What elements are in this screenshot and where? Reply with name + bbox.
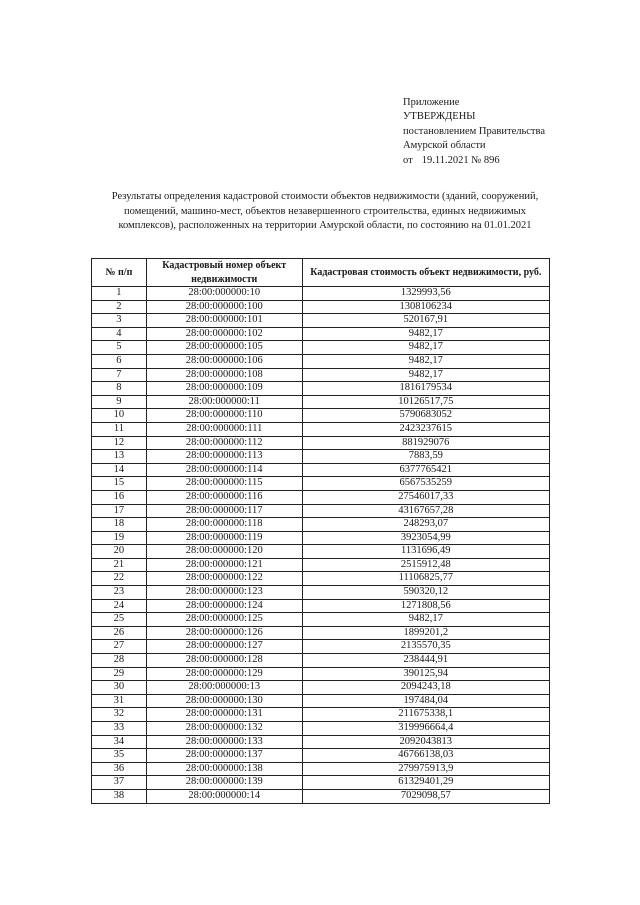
cadastral-value: 2092043813 xyxy=(302,735,549,749)
cadastral-number: 28:00:000000:118 xyxy=(146,518,302,532)
cadastral-value: 248293,07 xyxy=(302,518,549,532)
cadastral-value: 9482,17 xyxy=(302,341,549,355)
table-row xyxy=(92,518,550,532)
approved-label: УТВЕРЖДЕНЫ xyxy=(403,111,476,123)
table-row xyxy=(92,368,550,382)
row-number: 23 xyxy=(92,586,147,600)
row-number: 38 xyxy=(92,789,147,803)
cadastral-value: 279975913,9 xyxy=(302,762,549,776)
cadastral-number: 28:00:000000:14 xyxy=(146,789,302,803)
cadastral-value: 27546017,33 xyxy=(302,490,549,504)
table-row xyxy=(92,382,550,396)
cadastral-value: 9482,17 xyxy=(302,613,549,627)
row-number: 4 xyxy=(92,327,147,341)
table-row xyxy=(92,586,550,600)
cadastral-value: 1816179534 xyxy=(302,382,549,396)
table-body xyxy=(92,287,550,804)
cadastral-number: 28:00:000000:126 xyxy=(146,626,302,640)
date-number: 19.11.2021 № 896 xyxy=(421,154,500,166)
row-number: 7 xyxy=(92,368,147,382)
row-number: 21 xyxy=(92,558,147,572)
row-number: 35 xyxy=(92,749,147,763)
table-row xyxy=(92,436,550,450)
table-row xyxy=(92,314,550,328)
cadastral-value: 2094243,18 xyxy=(302,681,549,695)
region-label: Амурской области xyxy=(403,140,486,152)
cadastral-value: 11106825,77 xyxy=(302,572,549,586)
resolution-date xyxy=(403,154,545,168)
header-cadastral-value: Кадастровая стоимость объект недвижимости, руб. xyxy=(302,259,549,287)
table-row xyxy=(92,749,550,763)
cadastral-value: 881929076 xyxy=(302,436,549,450)
header-cadastral-number: Кадастровый номер объект недвижимости xyxy=(146,259,302,287)
cadastral-number: 28:00:000000:129 xyxy=(146,667,302,681)
title-line-1: Результаты определения кадастровой стоимости объектов недвижимости (зданий, сооружений, xyxy=(111,191,539,202)
table-row xyxy=(92,722,550,736)
cadastral-value: 6377765421 xyxy=(302,463,549,477)
cadastral-number: 28:00:000000:108 xyxy=(146,368,302,382)
resolution-label: постановлением Правительства xyxy=(403,125,546,137)
cadastral-number: 28:00:000000:115 xyxy=(146,477,302,491)
cadastral-value: 390125,94 xyxy=(302,667,549,681)
table-row xyxy=(92,395,550,409)
row-number: 22 xyxy=(92,572,147,586)
row-number: 1 xyxy=(92,287,147,301)
cadastral-value: 7883,59 xyxy=(302,450,549,464)
table-row xyxy=(92,640,550,654)
cadastral-value: 211675338,1 xyxy=(302,708,549,722)
table-row xyxy=(92,422,550,436)
title-line-3: комплексов), расположенных на территории Амурской области, по состоянию на 01.01.2021 xyxy=(118,220,532,231)
document-title xyxy=(100,190,550,234)
table-row xyxy=(92,572,550,586)
table-row xyxy=(92,450,550,464)
cadastral-number: 28:00:000000:130 xyxy=(146,694,302,708)
cadastral-value: 61329401,29 xyxy=(302,776,549,790)
table-row xyxy=(92,300,550,314)
row-number: 14 xyxy=(92,463,147,477)
table-row xyxy=(92,735,550,749)
cadastral-value: 5790683052 xyxy=(302,409,549,423)
cadastral-value: 43167657,28 xyxy=(302,504,549,518)
cadastral-number: 28:00:000000:137 xyxy=(146,749,302,763)
cadastral-value: 1329993,56 xyxy=(302,287,549,301)
cadastral-number: 28:00:000000:128 xyxy=(146,654,302,668)
title-line-2: помещений, машино-мест, объектов незавершенного строительства, единых недвижимых xyxy=(124,205,526,217)
table-row xyxy=(92,762,550,776)
table-row xyxy=(92,409,550,423)
row-number: 28 xyxy=(92,654,147,668)
row-number: 8 xyxy=(92,382,147,396)
cadastral-value: 2515912,48 xyxy=(302,558,549,572)
cadastral-value: 1131696,49 xyxy=(302,545,549,559)
row-number: 16 xyxy=(92,490,147,504)
cadastral-number: 28:00:000000:133 xyxy=(146,735,302,749)
cadastral-value: 46766138,03 xyxy=(302,749,549,763)
row-number: 32 xyxy=(92,708,147,722)
table-row xyxy=(92,613,550,627)
table-row xyxy=(92,626,550,640)
cadastral-value: 197484,04 xyxy=(302,694,549,708)
cadastral-value: 1899201,2 xyxy=(302,626,549,640)
row-number: 2 xyxy=(92,300,147,314)
cadastral-number: 28:00:000000:114 xyxy=(146,463,302,477)
row-number: 5 xyxy=(92,341,147,355)
cadastral-value-table xyxy=(91,258,550,804)
table-row xyxy=(92,654,550,668)
cadastral-value: 2135570,35 xyxy=(302,640,549,654)
row-number: 34 xyxy=(92,735,147,749)
cadastral-number: 28:00:000000:127 xyxy=(146,640,302,654)
cadastral-value: 319996664,4 xyxy=(302,722,549,736)
row-number: 20 xyxy=(92,545,147,559)
cadastral-number: 28:00:000000:123 xyxy=(146,586,302,600)
table-row xyxy=(92,708,550,722)
cadastral-number: 28:00:000000:113 xyxy=(146,450,302,464)
row-number: 25 xyxy=(92,613,147,627)
cadastral-value: 520167,91 xyxy=(302,314,549,328)
table-row xyxy=(92,545,550,559)
row-number: 33 xyxy=(92,722,147,736)
cadastral-number: 28:00:000000:101 xyxy=(146,314,302,328)
row-number: 31 xyxy=(92,694,147,708)
date-prefix: от xyxy=(403,154,413,166)
table-row xyxy=(92,599,550,613)
row-number: 30 xyxy=(92,681,147,695)
header-num: № п/п xyxy=(92,259,147,287)
row-number: 3 xyxy=(92,314,147,328)
row-number: 15 xyxy=(92,477,147,491)
appendix-label: Приложение xyxy=(403,97,460,108)
row-number: 17 xyxy=(92,504,147,518)
table-row xyxy=(92,477,550,491)
cadastral-number: 28:00:000000:106 xyxy=(146,354,302,368)
row-number: 11 xyxy=(92,422,147,436)
cadastral-number: 28:00:000000:116 xyxy=(146,490,302,504)
table-row xyxy=(92,667,550,681)
row-number: 26 xyxy=(92,626,147,640)
cadastral-number: 28:00:000000:112 xyxy=(146,436,302,450)
cadastral-value: 590320,12 xyxy=(302,586,549,600)
cadastral-number: 28:00:000000:111 xyxy=(146,422,302,436)
table-row xyxy=(92,694,550,708)
row-number: 24 xyxy=(92,599,147,613)
cadastral-value: 6567535259 xyxy=(302,477,549,491)
table-row xyxy=(92,287,550,301)
cadastral-value: 9482,17 xyxy=(302,354,549,368)
cadastral-value: 9482,17 xyxy=(302,368,549,382)
table-header-row xyxy=(92,259,550,287)
cadastral-value: 9482,17 xyxy=(302,327,549,341)
cadastral-number: 28:00:000000:132 xyxy=(146,722,302,736)
cadastral-number: 28:00:000000:100 xyxy=(146,300,302,314)
table-row xyxy=(92,354,550,368)
row-number: 36 xyxy=(92,762,147,776)
cadastral-number: 28:00:000000:109 xyxy=(146,382,302,396)
cadastral-value: 3923054,99 xyxy=(302,531,549,545)
table-row xyxy=(92,463,550,477)
table-row xyxy=(92,531,550,545)
cadastral-number: 28:00:000000:13 xyxy=(146,681,302,695)
cadastral-number: 28:00:000000:121 xyxy=(146,558,302,572)
row-number: 9 xyxy=(92,395,147,409)
cadastral-number: 28:00:000000:117 xyxy=(146,504,302,518)
cadastral-number: 28:00:000000:105 xyxy=(146,341,302,355)
cadastral-value: 7029098,57 xyxy=(302,789,549,803)
cadastral-number: 28:00:000000:11 xyxy=(146,395,302,409)
cadastral-number: 28:00:000000:138 xyxy=(146,762,302,776)
row-number: 27 xyxy=(92,640,147,654)
cadastral-value: 10126517,75 xyxy=(302,395,549,409)
cadastral-value: 1308106234 xyxy=(302,300,549,314)
cadastral-number: 28:00:000000:120 xyxy=(146,545,302,559)
table-row xyxy=(92,504,550,518)
cadastral-number: 28:00:000000:119 xyxy=(146,531,302,545)
table-row xyxy=(92,681,550,695)
cadastral-number: 28:00:000000:139 xyxy=(146,776,302,790)
cadastral-number: 28:00:000000:110 xyxy=(146,409,302,423)
approval-block xyxy=(403,96,545,168)
cadastral-value: 1271808,56 xyxy=(302,599,549,613)
cadastral-number: 28:00:000000:131 xyxy=(146,708,302,722)
row-number: 12 xyxy=(92,436,147,450)
cadastral-number: 28:00:000000:122 xyxy=(146,572,302,586)
cadastral-value: 2423237615 xyxy=(302,422,549,436)
cadastral-number: 28:00:000000:10 xyxy=(146,287,302,301)
cadastral-number: 28:00:000000:102 xyxy=(146,327,302,341)
cadastral-number: 28:00:000000:125 xyxy=(146,613,302,627)
cadastral-number: 28:00:000000:124 xyxy=(146,599,302,613)
table-row xyxy=(92,789,550,803)
table-row xyxy=(92,490,550,504)
table-row xyxy=(92,327,550,341)
row-number: 19 xyxy=(92,531,147,545)
table-row xyxy=(92,776,550,790)
table-row xyxy=(92,558,550,572)
row-number: 37 xyxy=(92,776,147,790)
row-number: 10 xyxy=(92,409,147,423)
row-number: 13 xyxy=(92,450,147,464)
row-number: 6 xyxy=(92,354,147,368)
row-number: 18 xyxy=(92,518,147,532)
cadastral-value: 238444,91 xyxy=(302,654,549,668)
table-row xyxy=(92,341,550,355)
row-number: 29 xyxy=(92,667,147,681)
